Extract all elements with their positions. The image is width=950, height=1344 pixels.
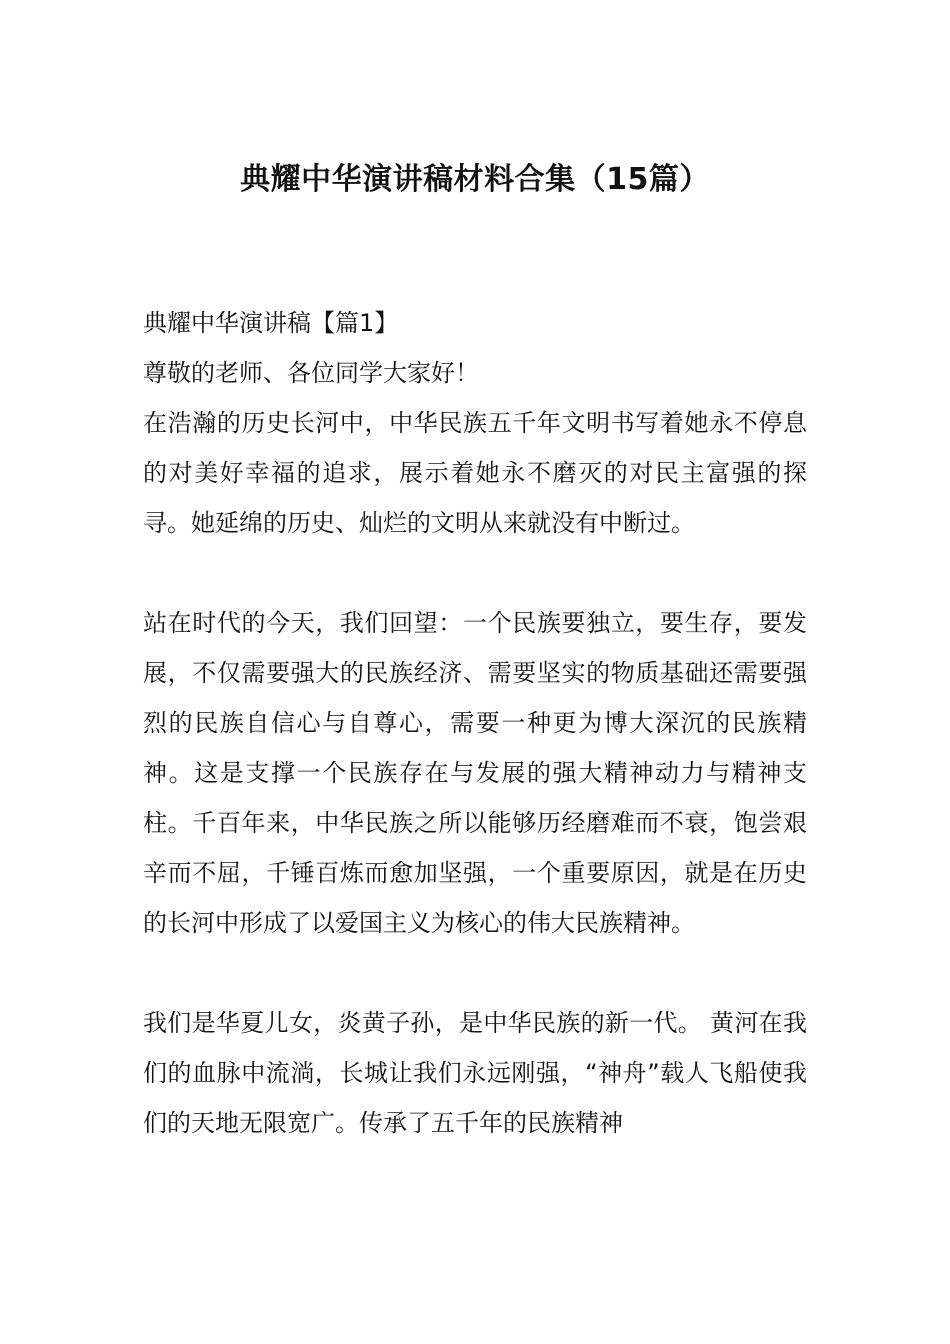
document-title: 典耀中华演讲稿材料合集（15篇） [240,162,710,197]
paragraph-1: 在浩瀚的历史长河中，中华民族五千年文明书写着她永不停息的对美好幸福的追求，展示着她永不磨灭的对民主富强的探寻。她延绵的历史、灿烂的文明从来就没有中断过。 [143,409,807,537]
paragraph-2: 站在时代的今天，我们回望：一个民族要独立，要生存，要发展，不仅需要强大的民族经济、需要坚实的物质基础还需要强烈的民族自信心与自尊心，需要一种更为博大深沉的民族精神。这是支撑一个民族存在与发展的强大精神动力与精神支柱。千百年来，中华民族之所以能够历经磨难而不衰，饱尝艰辛而不屈，千锤百炼而愈加坚强，一个重要原因，就是在历史的长河中形成了以爱国主义为核心的伟大民族精神。 [143,609,807,937]
section-heading: 典耀中华演讲稿【篇1】 [143,309,399,337]
greeting: 尊敬的老师、各位同学大家好！ [143,359,479,387]
document-body [143,298,807,1148]
paragraph-3: 我们是华夏儿女，炎黄子孙，是中华民族的新一代。 黄河在我们的血脉中流淌，长城让我们永远刚强，“神舟”载人飞船使我们的天地无限宽广。传承了五千年的民族精神 [143,1009,807,1137]
